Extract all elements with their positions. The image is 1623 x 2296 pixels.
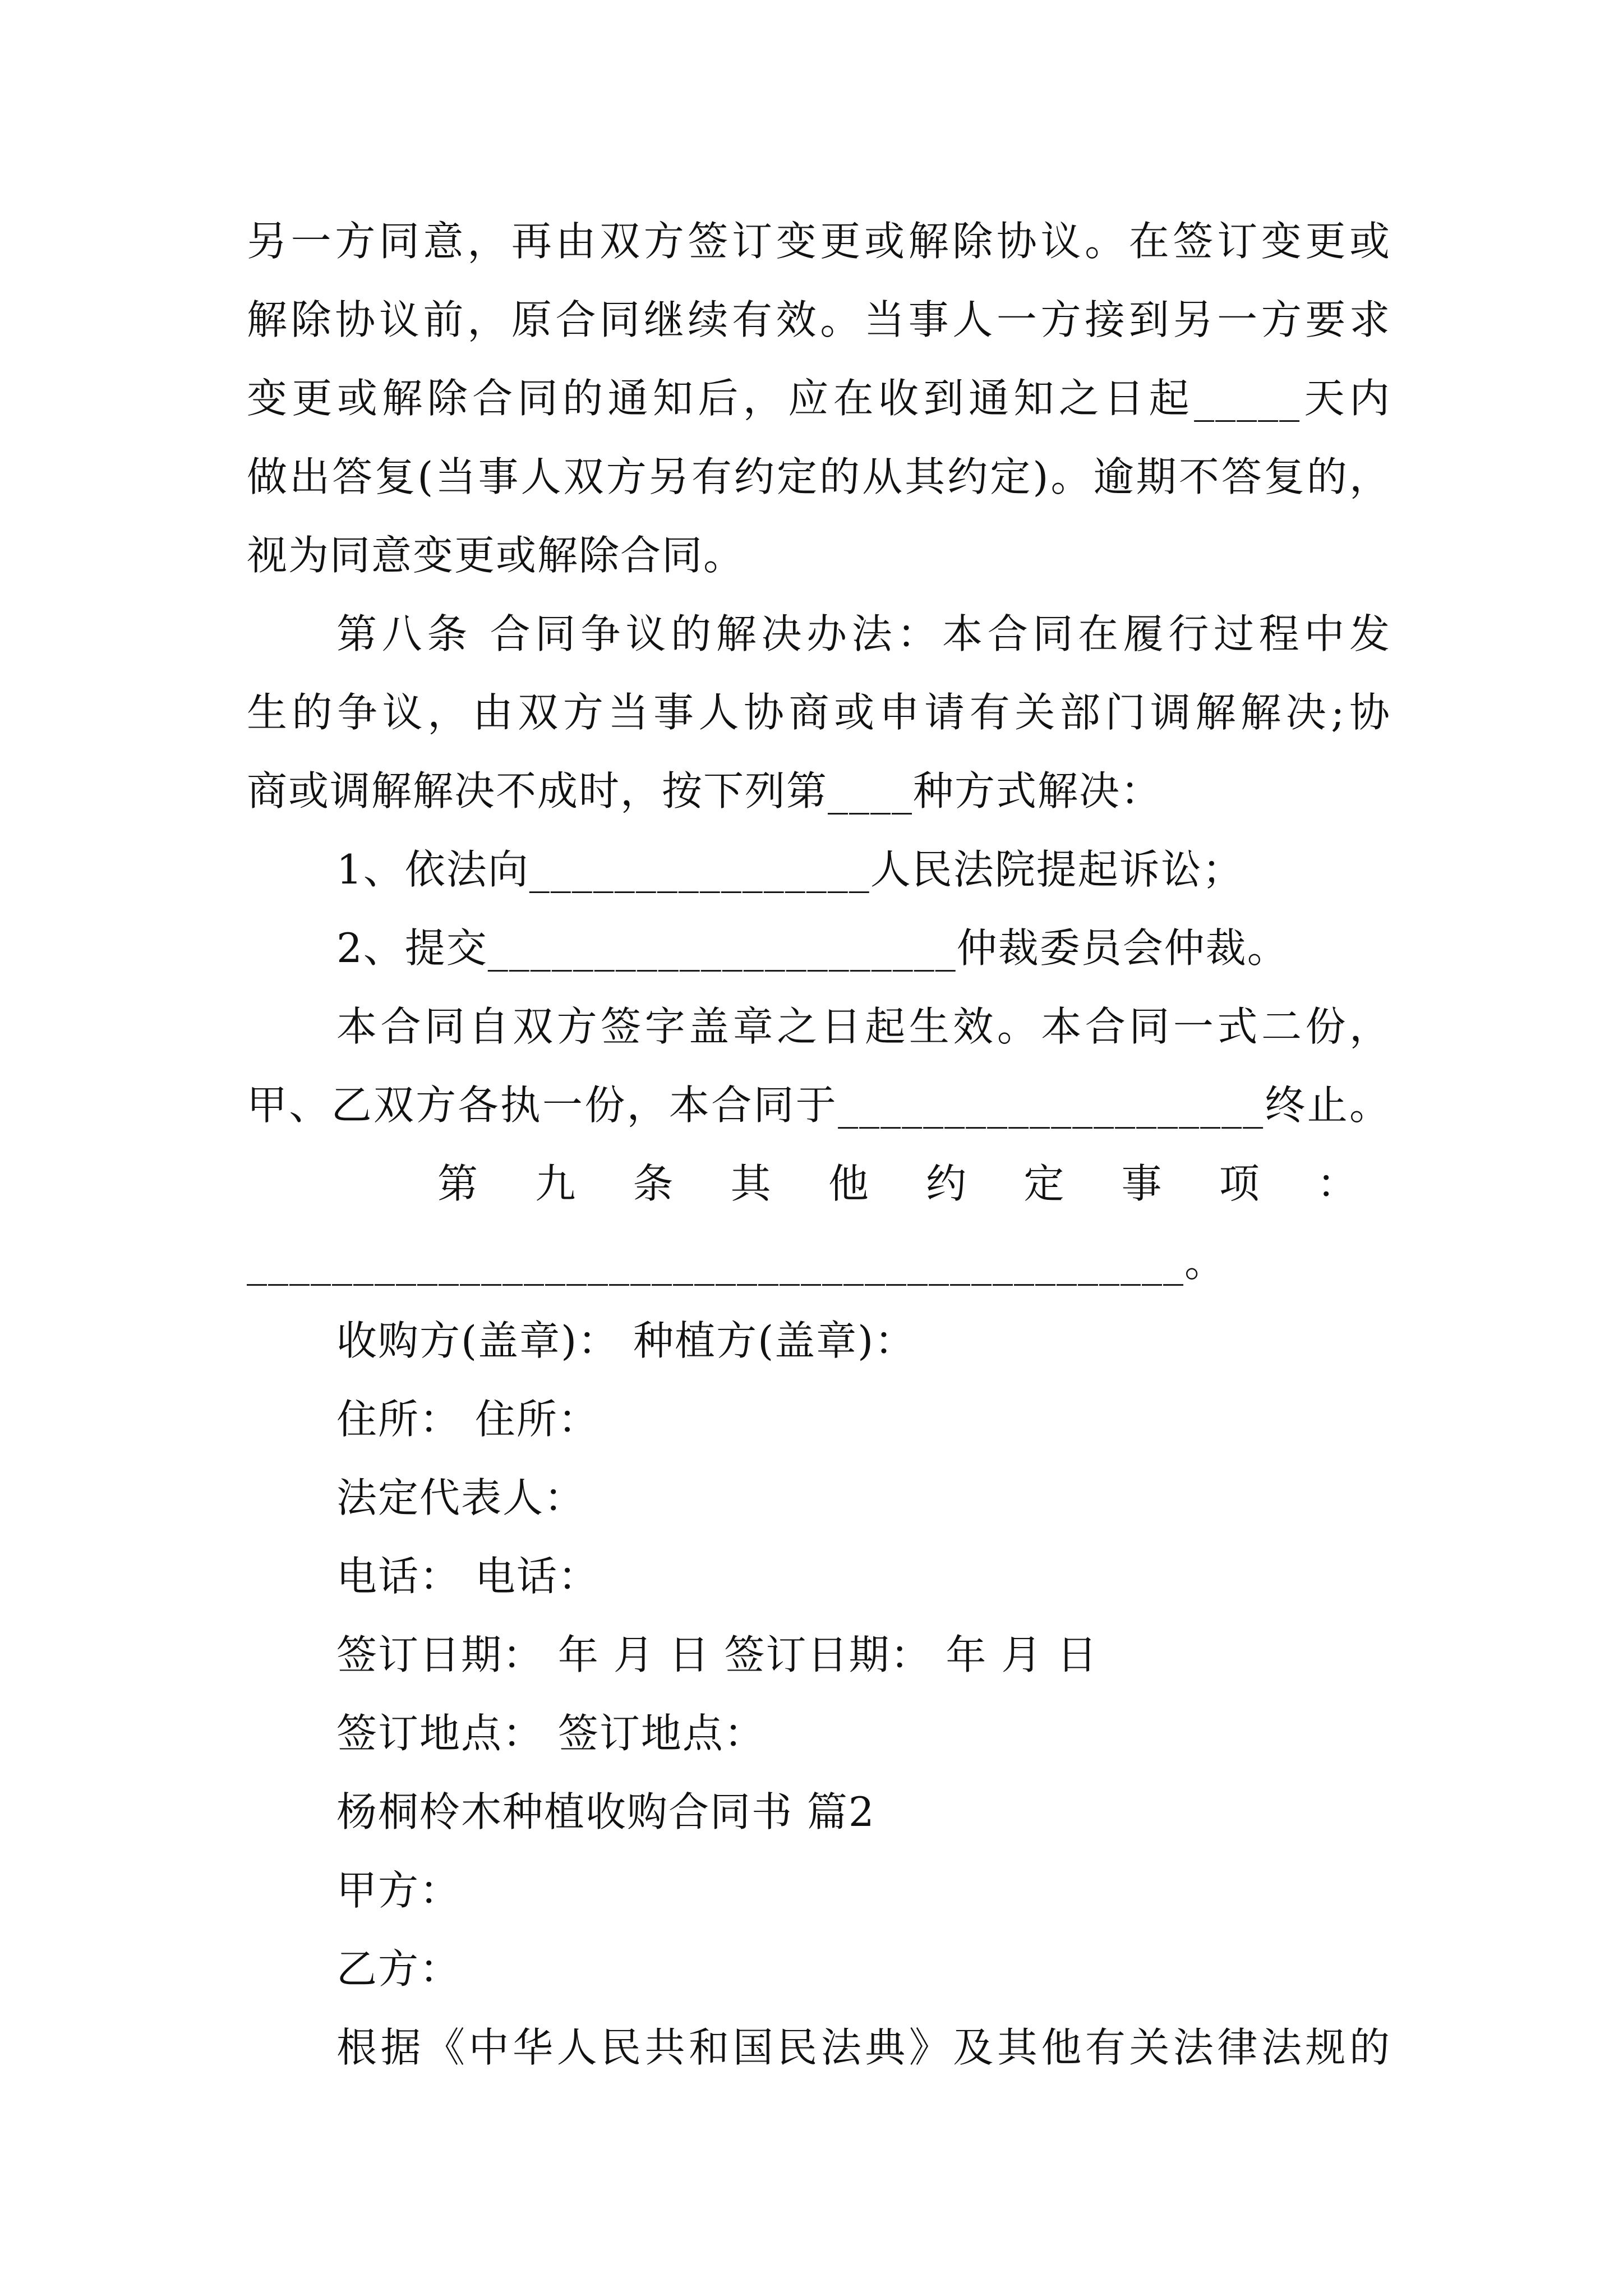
seal-line: 收购方(盖章)： 种植方(盖章)： — [336, 1317, 916, 1364]
option-1-line: 1、依法向________________人民法院提起诉讼； — [336, 846, 1244, 893]
signing-place-line: 签订地点： 签订地点： — [336, 1710, 766, 1757]
contract-2-title: 杨桐柃木种植收购合同书 篇2 — [336, 1788, 875, 1835]
article-8-heading-line: 第八条 合同争议的解决办法：本合同在履行过程中发 — [336, 610, 1391, 657]
text-line-2: 解除协议前，原合同继续有效。当事人一方接到另一方要求 — [247, 296, 1391, 343]
text-line-1: 另一方同意，再由双方签订变更或解除协议。在签订变更或 — [247, 218, 1391, 265]
article-9-blank-line: ____________________________________________。 — [247, 1239, 1226, 1286]
effective-clause-line: 本合同自双方签字盖章之日起生效。本合同一式二份， — [336, 1003, 1391, 1050]
address-line: 住所： 住所： — [336, 1396, 600, 1443]
text-line-7: 生的争议，由双方当事人协商或申请有关部门调解解决;协 — [247, 689, 1391, 736]
option-2-line: 2、提交______________________仲裁委员会仲裁。 — [336, 924, 1289, 972]
text-line-5: 视为同意变更或解除合同。 — [247, 532, 745, 579]
party-b-line: 乙方： — [336, 1945, 462, 1993]
text-line-4: 做出答复(当事人双方另有约定的从其约定)。逾期不答复的， — [247, 453, 1391, 500]
article-9-heading-line: 第 九 条 其 他 约 定 事 项 ： — [437, 1160, 1357, 1207]
legal-representative-line: 法定代表人： — [336, 1474, 586, 1521]
text-line-3: 变更或解除合同的通知后，应在收到通知之日起_____天内 — [247, 375, 1391, 422]
text-line-8: 商或调解解决不成时，按下列第____种方式解决： — [247, 767, 1163, 815]
phone-line: 电话： 电话： — [336, 1553, 600, 1600]
text-line-24: 根据《中华人民共和国民法典》及其他有关法律法规的 — [336, 2024, 1391, 2071]
signing-date-line: 签订日期： 年 月 日 签订日期： 年 月 日 — [336, 1631, 1099, 1678]
party-a-line: 甲方： — [336, 1867, 462, 1914]
text-line-12: 甲、乙双方各执一份，本合同于____________________终止。 — [247, 1082, 1391, 1129]
